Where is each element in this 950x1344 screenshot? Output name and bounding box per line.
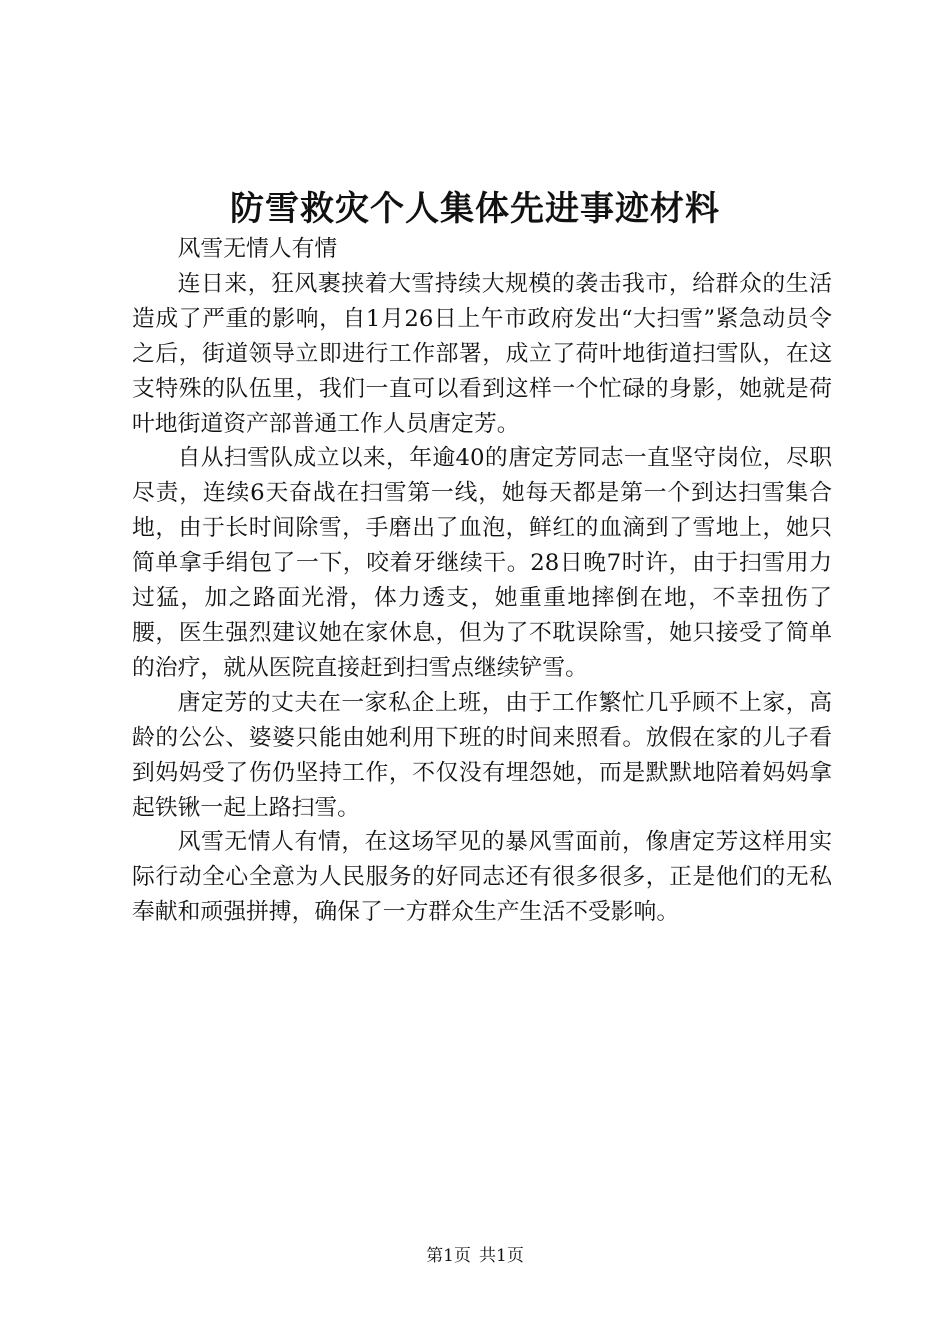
- paragraph-2: 自从扫雪队成立以来，年逾40的唐定芳同志一直坚守岗位，尽职尽责，连续6天奋战在扫雪第一线，她每天都是第一个到达扫雪集合地，由于长时间除雪，手磨出了血泡，鲜红的血滴到了雪地上，她只简单拿手绢包了一下，咬着牙继续干。28日晚7时许，由于扫雪用力过猛，加之路面光滑，体力透支，她重重地摔倒在地，不幸扭伤了腰，医生强烈建议她在家休息，但为了不耽误除雪，她只接受了简单的治疗，就从医院直接赶到扫雪点继续铲雪。: [132, 445, 832, 681]
- document-title: 防雪救灾个人集体先进事迹材料: [230, 189, 720, 229]
- paragraph-4: 风雪无情人有情，在这场罕见的暴风雪面前，像唐定芳这样用实际行动全心全意为人民服务的好同志还有很多很多，正是他们的无私奉献和顽强拼搏，确保了一方群众生产生活不受影响。: [132, 829, 832, 926]
- page-number: 第1页: [426, 1246, 471, 1266]
- page-total: 共1页: [479, 1246, 524, 1266]
- paragraph-subtitle: 风雪无情人有情: [177, 236, 338, 262]
- paragraph-3: 唐定芳的丈夫在一家私企上班，由于工作繁忙几乎顾不上家，高龄的公公、婆婆只能由她利用下班的时间来照看。放假在家的儿子看到妈妈受了伤仍坚持工作，不仅没有埋怨她，而是默默地陪着妈妈拿起铁锹一起上路扫雪。: [132, 689, 832, 821]
- paragraph-1: 连日来，狂风裹挟着大雪持续大规模的袭击我市，给群众的生活造成了严重的影响，自1月26日上午市政府发出“大扫雪”紧急动员令之后，街道领导立即进行工作部署，成立了荷叶地街道扫雪队，在这支特殊的队伍里，我们一直可以看到这样一个忙碌的身影，她就是荷叶地街道资产部普通工作人员唐定芳。: [132, 270, 832, 437]
- page-footer: [0, 1244, 950, 1268]
- document-body: [132, 232, 832, 930]
